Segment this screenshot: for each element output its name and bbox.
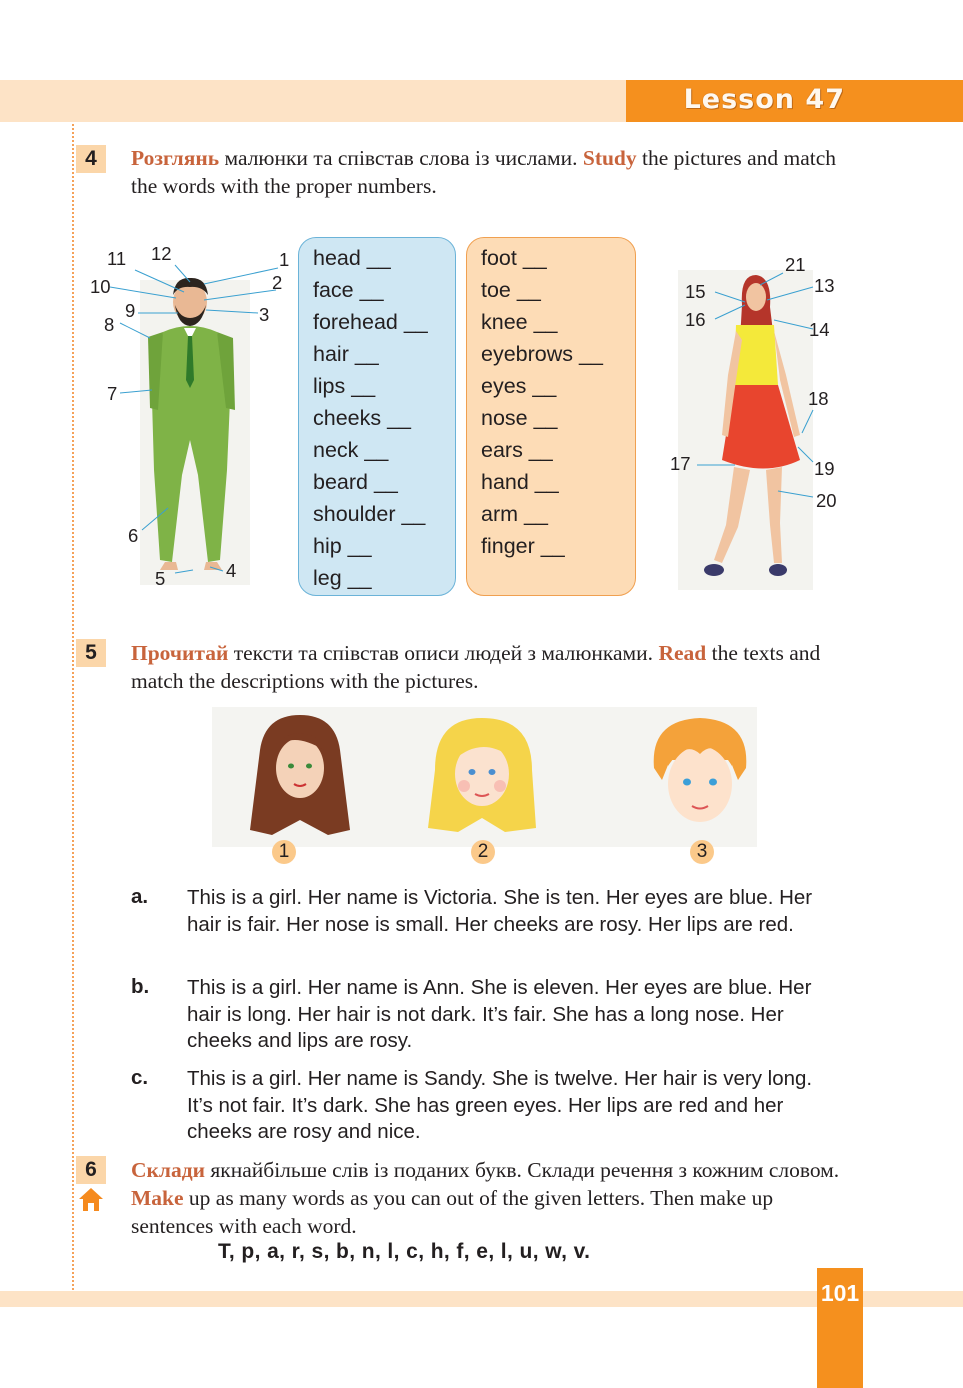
task-5-number: 5: [76, 639, 106, 667]
word-item: neck __: [313, 438, 389, 462]
task-5-instructions: [131, 639, 841, 695]
task-6-text-en: up as many words as you can out of the given letters. Then make up sentences with each word.: [131, 1186, 774, 1238]
woman-callout: 13: [814, 275, 835, 296]
word-item: hair __: [313, 342, 379, 366]
word-item: face __: [313, 278, 384, 302]
portrait-label: 1: [272, 840, 296, 864]
portrait-fair-bob-hair: [420, 710, 545, 845]
task-5-lead-ua: Прочитай: [131, 641, 229, 665]
task-6-lead-en: Make: [131, 1186, 184, 1210]
word-item: ears __: [481, 438, 553, 462]
man-callout-lines: [80, 240, 300, 590]
man-callout: 1: [279, 249, 290, 270]
description-text: This is a girl. Her name is Victoria. She is ten. Her eyes are blue. Her hair is fair. Her nose is small. Her cheeks are rosy. Her lips are red.: [187, 886, 813, 936]
man-callout: 9: [125, 300, 136, 321]
portrait-label: 2: [471, 840, 495, 864]
task-6-number: 6: [76, 1156, 106, 1184]
home-icon: [77, 1186, 105, 1212]
lesson-title: Lesson 47: [683, 84, 845, 115]
word-item: nose __: [481, 406, 558, 430]
word-item: finger __: [481, 534, 565, 558]
woman-callout: 19: [814, 458, 835, 479]
woman-callout: 15: [685, 281, 706, 302]
task-6-text-ua: якнайбільше слів із поданих букв. Склади речення з кожним словом.: [205, 1158, 840, 1182]
task-4-lead-en: Study: [582, 146, 637, 170]
man-callout: 12: [151, 243, 172, 264]
task-6-instructions: [131, 1156, 841, 1240]
word-item: shoulder __: [313, 502, 426, 526]
woman-callout: 14: [809, 319, 830, 340]
woman-callout: 18: [808, 388, 829, 409]
word-item: eyes __: [481, 374, 557, 398]
task-4-lead-ua: Розглянь: [131, 146, 220, 170]
word-item: hip __: [313, 534, 372, 558]
word-box-blue: [298, 237, 456, 596]
task-5-text-en: the texts and match the descriptions with the pictures.: [131, 641, 821, 693]
word-item: lips __: [313, 374, 376, 398]
woman-callout: 16: [685, 309, 706, 330]
task-4-text-ua: малюнки та співстав слова із числами.: [219, 146, 583, 170]
margin-dotted-line: [72, 124, 74, 1290]
task-5-text-ua: тексти та співстав описи людей з малюнками.: [228, 641, 659, 665]
task-5-lead-en: Read: [658, 641, 707, 665]
man-callout: 5: [155, 568, 166, 589]
word-item: eyebrows __: [481, 342, 603, 366]
man-callout: 2: [272, 272, 283, 293]
word-item: leg __: [313, 566, 372, 590]
page-number: 101: [820, 1280, 860, 1306]
task-6-lead-ua: Склади: [131, 1158, 205, 1182]
letters-list: T, p, a, r, s, b, n, l, c, h, f, e, l, u, w, v.: [218, 1240, 591, 1263]
word-item: hand __: [481, 470, 559, 494]
description-letter: b.: [131, 975, 150, 998]
man-callout: 10: [90, 276, 111, 297]
description-letter: a.: [131, 885, 149, 908]
word-item: head __: [313, 246, 391, 270]
word-item: foot __: [481, 246, 547, 270]
word-item: knee __: [481, 310, 558, 334]
description-letter: c.: [131, 1066, 149, 1089]
word-item: toe __: [481, 278, 541, 302]
word-item: arm __: [481, 502, 548, 526]
man-callout: 8: [104, 314, 115, 335]
woman-callout: 17: [670, 453, 691, 474]
word-item: cheeks __: [313, 406, 412, 430]
man-callout: 3: [259, 304, 270, 325]
word-item: beard __: [313, 470, 398, 494]
man-callout: 6: [128, 525, 139, 546]
man-callout: 11: [107, 248, 127, 269]
portrait-fair-short-hair: [640, 710, 760, 845]
man-callout: 4: [226, 560, 237, 581]
portrait-label: 3: [690, 840, 714, 864]
task-4-number: 4: [76, 145, 106, 173]
man-callout: 7: [107, 383, 118, 404]
description-text: This is a girl. Her name is Sandy. She is twelve. Her hair is very long. It’s not fair. It’s dark. She has green eyes. Her lips are red and her cheeks are rosy and nice.: [187, 1067, 813, 1143]
word-item: forehead __: [313, 310, 428, 334]
task-4-text-en: the pictures and match the words with the proper numbers.: [131, 146, 837, 198]
woman-callout: 21: [785, 254, 806, 275]
word-box-orange: [466, 237, 636, 596]
description-text: This is a girl. Her name is Ann. She is eleven. Her eyes are blue. Her hair is long. Her hair is not dark. It’s fair. She has a long nose. Her cheeks and lips are rosy.: [187, 976, 812, 1052]
portrait-dark-long-hair: [240, 710, 360, 845]
task-4-instructions: [131, 144, 841, 200]
woman-callout: 20: [816, 490, 837, 511]
